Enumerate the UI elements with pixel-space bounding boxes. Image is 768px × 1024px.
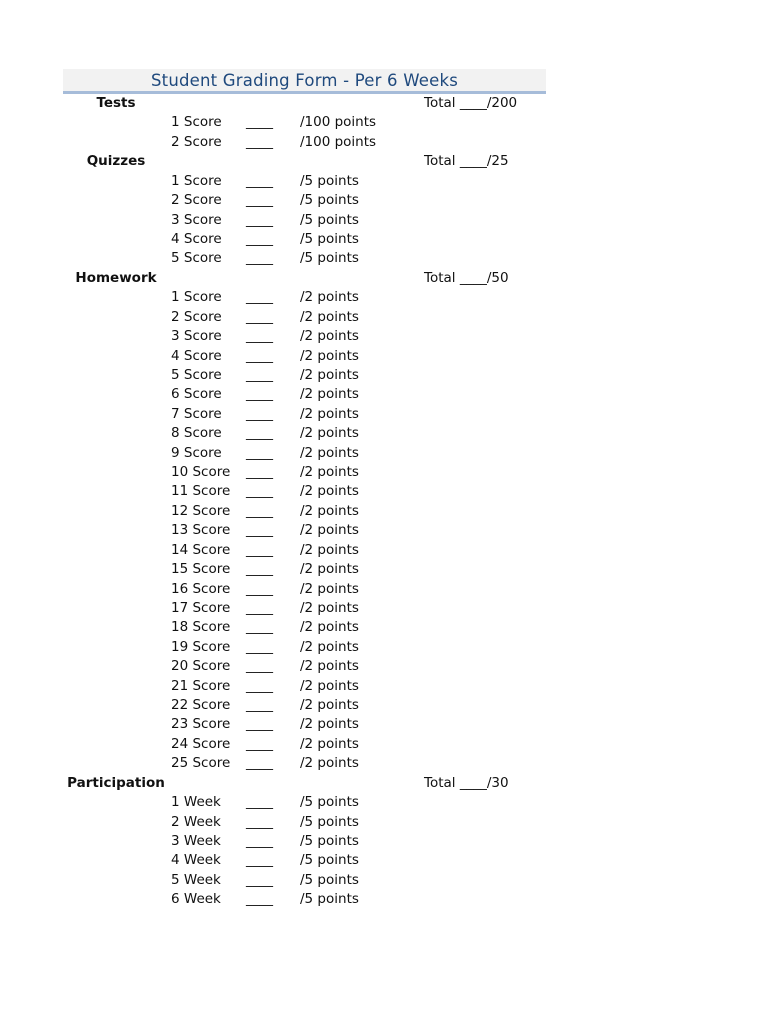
score-label: 3 Week <box>171 833 221 849</box>
score-blank: ____ <box>246 541 273 558</box>
score-label: 1 Score <box>171 172 222 189</box>
score-blank: ____ <box>246 366 273 383</box>
points-possible: /2 points <box>300 541 359 558</box>
score-label: 13 Score <box>171 522 231 539</box>
score-row <box>0 230 768 249</box>
score-label: 2 Score <box>171 308 222 325</box>
score-row <box>0 424 768 443</box>
score-blank: ____ <box>246 833 273 849</box>
score-row <box>0 308 768 327</box>
score-row <box>0 580 768 599</box>
score-row <box>0 657 768 676</box>
points-possible: /2 points <box>300 328 359 344</box>
score-row <box>0 599 768 618</box>
score-blank: ____ <box>246 755 273 772</box>
score-row <box>0 677 768 696</box>
score-blank: ____ <box>246 561 273 578</box>
score-label: 22 Score <box>171 697 231 713</box>
score-row <box>0 211 768 230</box>
section-label: Tests <box>96 95 136 111</box>
score-label: 4 Score <box>171 230 222 247</box>
section-total: Total ____/200 <box>424 95 518 111</box>
score-label: 16 Score <box>171 580 231 597</box>
score-blank: ____ <box>246 250 273 267</box>
score-row <box>0 327 768 346</box>
points-possible: /2 points <box>300 638 359 655</box>
score-blank: ____ <box>246 735 273 752</box>
score-label: 14 Score <box>171 541 231 558</box>
score-label: 3 Score <box>171 211 222 228</box>
score-row <box>0 249 768 268</box>
points-possible: /5 points <box>300 813 359 830</box>
score-row <box>0 890 768 909</box>
score-blank: ____ <box>246 794 273 811</box>
points-possible: /2 points <box>300 735 359 752</box>
section-label: Homework <box>75 269 157 286</box>
score-row <box>0 463 768 482</box>
score-blank: ____ <box>246 619 273 636</box>
score-label: 15 Score <box>171 561 231 578</box>
score-label: 10 Score <box>171 464 231 480</box>
title-bar <box>63 69 546 94</box>
score-label: 20 Score <box>171 658 231 675</box>
section-total: Total ____/30 <box>424 774 509 791</box>
score-row <box>0 735 768 754</box>
score-row <box>0 288 768 307</box>
score-blank: ____ <box>246 405 273 422</box>
score-row <box>0 172 768 191</box>
score-label: 6 Score <box>171 386 222 403</box>
score-blank: ____ <box>246 347 273 364</box>
score-row <box>0 832 768 851</box>
points-possible: /5 points <box>300 230 359 247</box>
score-row <box>0 618 768 637</box>
points-possible: /5 points <box>300 794 359 811</box>
points-possible: /100 points <box>300 114 377 131</box>
score-label: 4 Week <box>171 852 221 869</box>
score-label: 9 Score <box>171 444 222 461</box>
points-possible: /5 points <box>300 871 359 888</box>
points-possible: /2 points <box>300 658 359 675</box>
score-label: 2 Score <box>171 133 222 150</box>
points-possible: /5 points <box>300 891 359 908</box>
score-label: 23 Score <box>171 716 231 733</box>
score-label: 3 Score <box>171 328 222 344</box>
score-row <box>0 813 768 832</box>
score-row <box>0 871 768 890</box>
score-label: 17 Score <box>171 599 231 616</box>
score-row <box>0 754 768 773</box>
score-blank: ____ <box>246 677 273 694</box>
points-possible: /2 points <box>300 677 359 694</box>
points-possible: /5 points <box>300 192 359 209</box>
score-label: 8 Score <box>171 425 222 442</box>
score-blank: ____ <box>246 658 273 675</box>
section-header-quizzes <box>0 152 768 171</box>
score-label: 19 Score <box>171 638 231 655</box>
score-row <box>0 366 768 385</box>
points-possible: /5 points <box>300 833 359 849</box>
score-row <box>0 696 768 715</box>
score-row <box>0 793 768 812</box>
section-label: Quizzes <box>86 153 146 170</box>
score-blank: ____ <box>246 522 273 539</box>
score-blank: ____ <box>246 716 273 733</box>
score-row <box>0 521 768 540</box>
score-blank: ____ <box>246 386 273 403</box>
score-row <box>0 851 768 870</box>
points-possible: /2 points <box>300 599 359 616</box>
score-label: 5 Score <box>171 250 222 267</box>
score-label: 1 Week <box>171 794 221 811</box>
score-row <box>0 715 768 734</box>
score-label: 6 Week <box>171 891 221 908</box>
score-row <box>0 133 768 152</box>
score-label: 5 Week <box>171 871 221 888</box>
points-possible: /2 points <box>300 289 359 306</box>
score-label: 18 Score <box>171 619 231 636</box>
section-header-participation <box>0 774 768 793</box>
points-possible: /100 points <box>300 133 377 150</box>
score-blank: ____ <box>246 599 273 616</box>
points-possible: /2 points <box>300 425 359 442</box>
points-possible: /2 points <box>300 386 359 403</box>
score-blank: ____ <box>246 328 273 344</box>
points-possible: /2 points <box>300 308 359 325</box>
score-label: 1 Score <box>171 114 222 131</box>
points-possible: /2 points <box>300 483 359 500</box>
points-possible: /2 points <box>300 716 359 733</box>
score-blank: ____ <box>246 230 273 247</box>
score-label: 2 Score <box>171 192 222 209</box>
score-row <box>0 385 768 404</box>
score-blank: ____ <box>246 192 273 209</box>
points-possible: /5 points <box>300 172 359 189</box>
points-possible: /2 points <box>300 444 359 461</box>
points-possible: /5 points <box>300 852 359 869</box>
score-row <box>0 560 768 579</box>
points-possible: /2 points <box>300 619 359 636</box>
score-blank: ____ <box>246 502 273 519</box>
score-blank: ____ <box>246 813 273 830</box>
score-blank: ____ <box>246 483 273 500</box>
points-possible: /2 points <box>300 580 359 597</box>
points-possible: /5 points <box>300 211 359 228</box>
points-possible: /2 points <box>300 347 359 364</box>
score-row <box>0 347 768 366</box>
points-possible: /2 points <box>300 366 359 383</box>
score-row <box>0 444 768 463</box>
score-row <box>0 482 768 501</box>
score-blank: ____ <box>246 580 273 597</box>
score-blank: ____ <box>246 114 273 131</box>
score-label: 11 Score <box>171 483 231 500</box>
points-possible: /2 points <box>300 502 359 519</box>
score-label: 12 Score <box>171 502 231 519</box>
score-blank: ____ <box>246 871 273 888</box>
section-header-homework <box>0 269 768 288</box>
points-possible: /2 points <box>300 755 359 772</box>
score-blank: ____ <box>246 133 273 150</box>
section-header-tests <box>0 94 768 113</box>
score-blank: ____ <box>246 211 273 228</box>
score-label: 1 Score <box>171 289 222 306</box>
score-blank: ____ <box>246 308 273 325</box>
points-possible: /2 points <box>300 464 359 480</box>
score-row <box>0 113 768 132</box>
points-possible: /2 points <box>300 561 359 578</box>
score-row <box>0 541 768 560</box>
score-blank: ____ <box>246 425 273 442</box>
section-total: Total ____/25 <box>424 153 509 170</box>
score-row <box>0 502 768 521</box>
score-label: 5 Score <box>171 366 222 383</box>
score-row <box>0 638 768 657</box>
points-possible: /2 points <box>300 405 359 422</box>
section-label: Participation <box>67 774 165 791</box>
score-row <box>0 405 768 424</box>
score-blank: ____ <box>246 464 273 480</box>
points-possible: /5 points <box>300 250 359 267</box>
score-blank: ____ <box>246 172 273 189</box>
form-title: Student Grading Form - Per 6 Weeks <box>150 71 458 90</box>
score-label: 4 Score <box>171 347 222 364</box>
score-label: 2 Week <box>171 813 221 830</box>
section-total: Total ____/50 <box>424 269 509 286</box>
score-label: 7 Score <box>171 405 222 422</box>
score-label: 21 Score <box>171 677 231 694</box>
score-blank: ____ <box>246 444 273 461</box>
score-blank: ____ <box>246 289 273 306</box>
score-label: 24 Score <box>171 735 231 752</box>
score-blank: ____ <box>246 852 273 869</box>
points-possible: /2 points <box>300 522 359 539</box>
score-blank: ____ <box>246 638 273 655</box>
score-blank: ____ <box>246 891 273 908</box>
score-blank: ____ <box>246 697 273 713</box>
points-possible: /2 points <box>300 697 359 713</box>
score-label: 25 Score <box>171 755 231 772</box>
score-row <box>0 191 768 210</box>
